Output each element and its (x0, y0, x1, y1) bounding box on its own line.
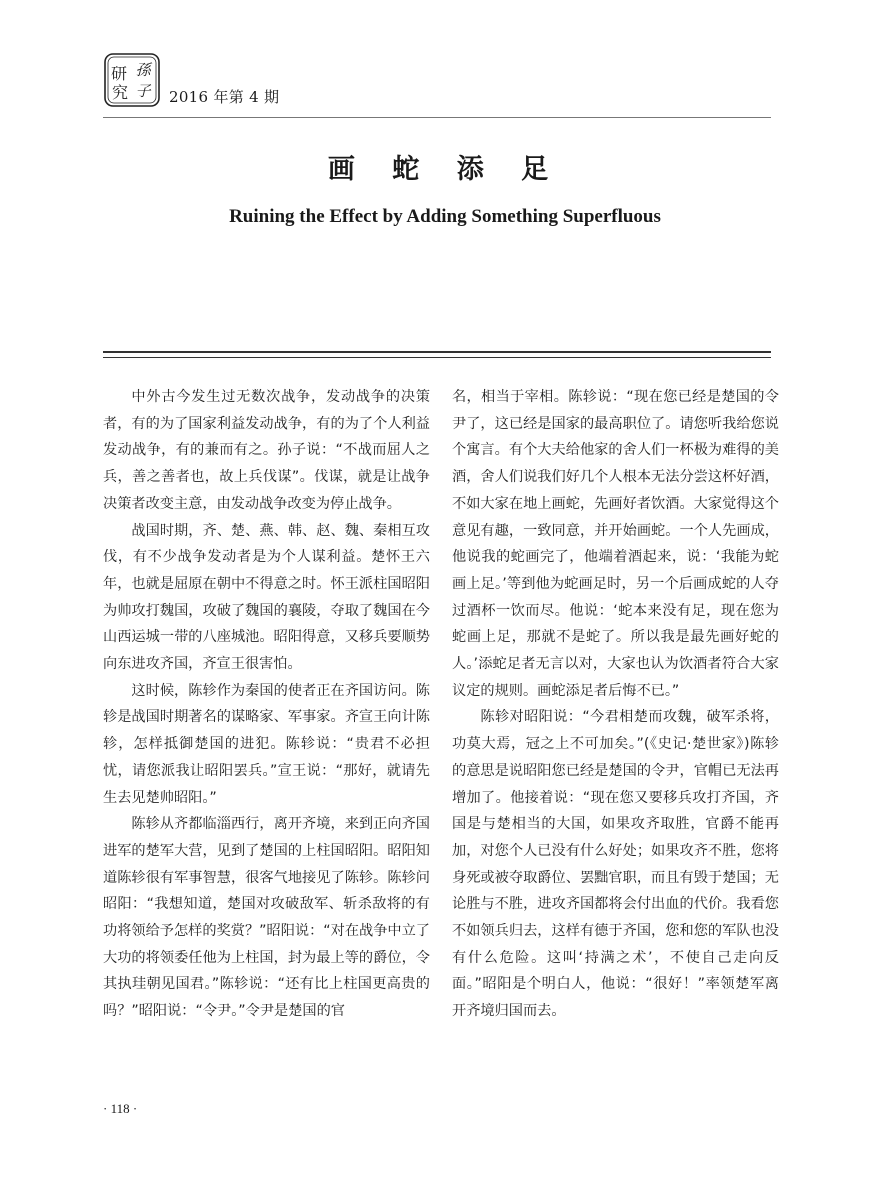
journal-logo-seal (103, 52, 161, 108)
header-rule (103, 117, 771, 118)
paragraph: 中外古今发生过无数次战争，发动战争的决策者，有的为了国家利益发动战争，有的为了个人利益发动战争，有的兼而有之。孙子说：“不战而屈人之兵，善之善者也，故上兵伐谋”。伐谋，就是让战争决策者改变主意，由发动战争改变为停止战争。 (103, 389, 430, 512)
journal-header (103, 50, 771, 114)
logo-char-2: 究 (111, 83, 129, 102)
issue-label: 2016 年第 4 期 (169, 88, 280, 106)
article-title-english: Ruining the Effect by Adding Something Superfluous (229, 206, 661, 227)
page-number: · 118 · (103, 1101, 138, 1116)
body-column-left (103, 384, 430, 1025)
paragraph: 这时候，陈轸作为秦国的使者正在齐国访问。陈轸是战国时期著名的谋略家、军事家。齐宣王向计陈轸，怎样抵御楚国的进犯。陈轸说：“贵君不必担忧，请您派我让昭阳罢兵。”宣王说：“那好，就请先生去见楚帅昭阳。” (103, 682, 430, 806)
paragraph: 陈轸对昭阳说：“今君相楚而攻魏，破军杀将，功莫大焉，冠之上不可加矣。”(《史记·楚世家》)陈轸的意思是说昭阳您已经是楚国的令尹，官帽已无法再增加了。他接着说：“现在您又要移兵攻打齐国，齐国是与楚相当的大国，如果攻齐取胜，官爵不能再加，对您个人已没有什么好处；如果攻齐不胜，您将身死或被夺取爵位、罢黜官职，而且有毁于楚国；无论胜与不胜，进攻齐国都将会付出血的代价。我看您不如领兵归去，这样有德于齐国，您和您的军队也没有什么危险。这叫‘持满之术’，不使自己走向反面。”昭阳是个明白人，他说：“很好！”率领楚军离开齐境归国而去。 (452, 709, 779, 1020)
logo-char-4: 子 (135, 82, 151, 100)
body-column-right (452, 384, 779, 1025)
article-title-chinese: 画 蛇 添 足 (327, 154, 563, 185)
paragraph: 陈轸从齐都临淄西行，离开齐境，来到正向齐国进军的楚军大营，见到了楚国的上柱国昭阳。昭阳知道陈轸很有军事智慧，很客气地接见了陈轸。陈轸问昭阳：“我想知道，楚国对攻破敌军、斩杀敌将的有功将领给予怎样的奖赏？”昭阳说：“对在战争中立了大功的将领委任他为上柱国，封为最上等的爵位，令其执珪朝见国君。”陈轸说：“还有比上柱国更高贵的吗？”昭阳说：“令尹。”令尹是楚国的官 (103, 816, 430, 1020)
paragraph-continued: 名，相当于宰相。陈轸说：“现在您已经是楚国的令尹了，这已经是国家的最高职位了。请您听我给您说个寓言。有个大夫给他家的舍人们一杯极为难得的美酒，舍人们说我们好几个人根本无法分尝这杯好酒，不如大家在地上画蛇，先画好者饮酒。大家觉得这个意见有趣，一致同意，并开始画蛇。一个人先画成，他说我的蛇画完了，他端着酒起来，说：‘我能为蛇画上足。’等到他为蛇画足时，另一个后画成蛇的人夺过酒杯一饮而尽。他说：‘蛇本来没有足，现在您为蛇画上足，那就不是蛇了。所以我是最先画好蛇的人。’添蛇足者无言以对，大家也认为饮酒者符合大家议定的规则。画蛇添足者后悔不已。” (452, 389, 779, 699)
title-rule-thin (103, 357, 771, 358)
title-rule-thick (103, 351, 771, 353)
logo-char-3: 孫 (135, 61, 151, 79)
paragraph: 战国时期，齐、楚、燕、韩、赵、魏、秦相互攻伐，有不少战争发动者是为个人谋利益。楚怀王六年，也就是屈原在朝中不得意之时。怀王派柱国昭阳为帅攻打魏国，攻破了魏国的襄陵，夺取了魏国在今山西运城一带的八座城池。昭阳得意，又移兵要顺势向东进攻齐国，齐宣王很害怕。 (103, 522, 430, 673)
logo-char-1: 研 (110, 64, 128, 83)
